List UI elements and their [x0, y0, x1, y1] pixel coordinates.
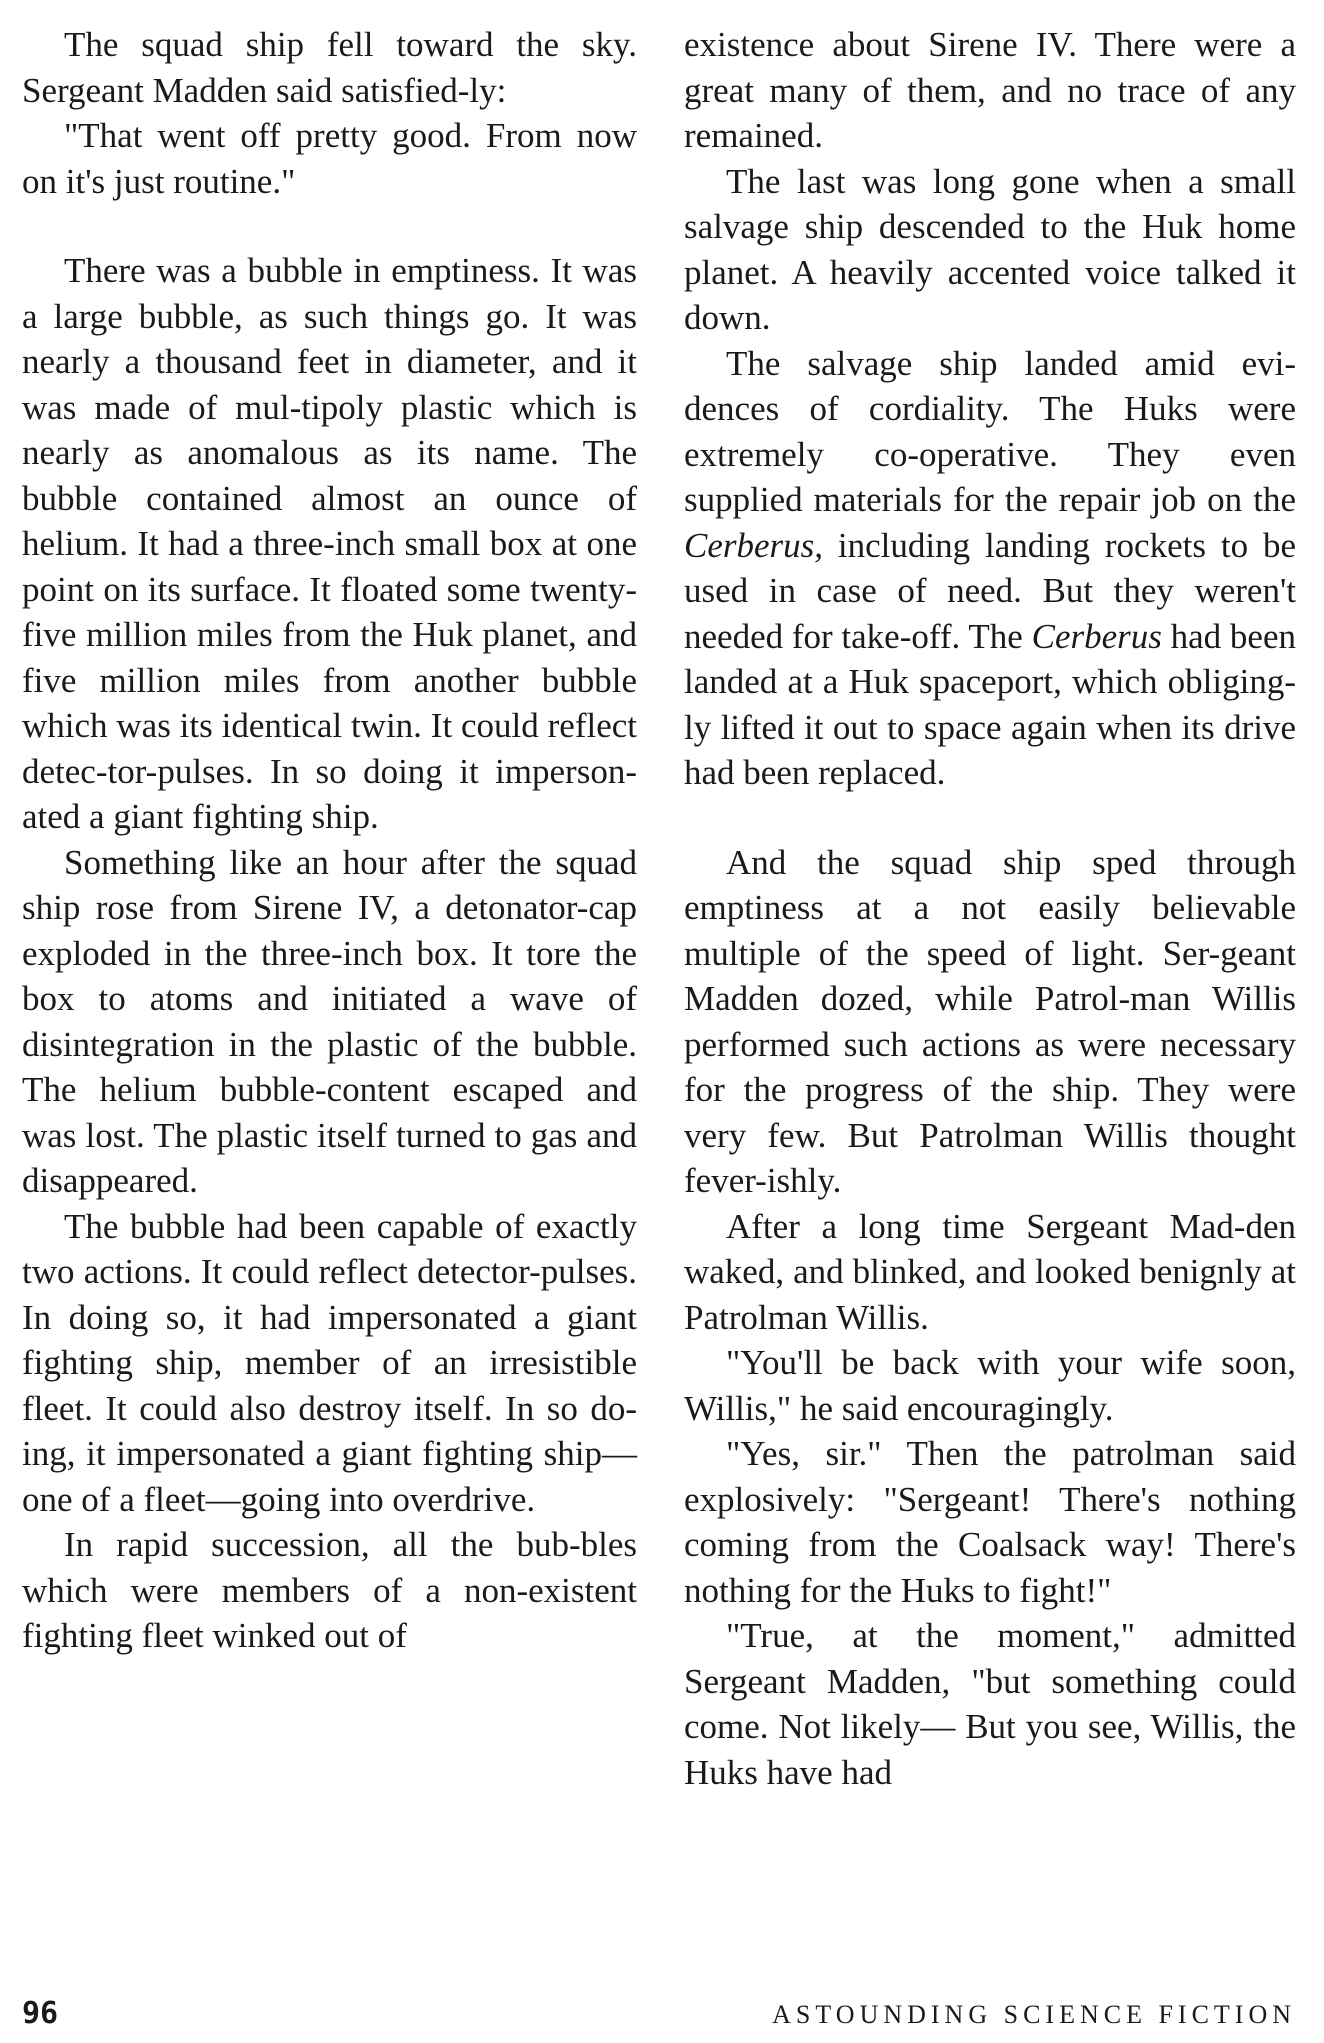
- paragraph: And the squad ship sped through emptiness at a not easily believable multiple of the speed of light. Ser-geant Madden dozed, while Patrol-man Willis performed such actions as were necessary for the progress of the ship. They were very few. But Patrolman Willis thought fever-ishly.: [684, 842, 1296, 1200]
- paragraph: [684, 341, 1296, 796]
- paragraph-text: had been landed at a Huk spaceport, which obliging-ly lifted it out to space again when its drive had been replaced.: [684, 616, 1297, 792]
- paragraph: Something like an hour after the squad ship rose from Sirene IV, a detonator-cap exploded in the three-inch box. It tore the box to atoms and initiated a wave of disintegration in the plastic of the bubble. The helium bubble-content escaped and was lost. The plastic itself turned to gas and disappeared.: [22, 842, 637, 1200]
- right-column: [684, 22, 1296, 1795]
- paragraph-text: The salvage ship landed amid evi-dences of cordiality. The Huks were extremely co-operative. They even supplied materials for the repair job on the: [684, 343, 1296, 519]
- paragraph: "That went off pretty good. From now on it's just routine.": [22, 116, 637, 201]
- paragraph: "Yes, sir." Then the patrolman said explosively: "Sergeant! There's nothing coming from the Coalsack way! There's nothing for the Huks to fight!": [684, 1434, 1296, 1610]
- ship-name: Cerberus: [1031, 616, 1162, 656]
- page-number: 96: [22, 1996, 59, 2031]
- ship-name: Cerberus,: [684, 525, 824, 565]
- paragraph: existence about Sirene IV. There were a great many of them, and no trace of any remained.: [684, 25, 1296, 155]
- paragraph: "You'll be back with your wife soon, Willis," he said encouragingly.: [684, 1343, 1296, 1428]
- left-column: [22, 22, 637, 1659]
- paragraph: In rapid succession, all the bub-bles which were members of a non-existent fighting fleet winked out of: [22, 1525, 637, 1655]
- paragraph: The last was long gone when a small salvage ship descended to the Huk home planet. A heavily accented voice talked it down.: [684, 161, 1296, 337]
- paragraph: After a long time Sergeant Mad-den waked, and blinked, and looked benignly at Patrolman Willis.: [684, 1206, 1296, 1337]
- paragraph: "True, at the moment," admitted Sergeant Madden, "but something could come. Not likely— But you see, Willis, the Huks have had: [684, 1616, 1296, 1792]
- paragraph-text: including landing rockets to be used in case of need. But they weren't needed for take-off. The: [684, 525, 1296, 656]
- page-footer: [0, 1996, 1324, 2036]
- paragraph: The bubble had been capable of exactly two actions. It could reflect detector-pulses. In doing so, it had impersonated a giant fighting ship, member of an irresistible fleet. It could also destroy itself. In so do-ing, it impersonated a giant fighting ship—one of a fleet—going into overdrive.: [22, 1206, 637, 1519]
- running-title: ASTOUNDING SCIENCE FICTION: [772, 2000, 1296, 2029]
- paragraph: The squad ship fell toward the sky. Sergeant Madden said satisfied-ly:: [22, 25, 637, 110]
- paragraph: There was a bubble in emptiness. It was a large bubble, as such things go. It was nearly a thousand feet in diameter, and it was made of mul-tipoly plastic which is nearly as anomalous as its name. The bubble contained almost an ounce of helium. It had a three-inch small box at one point on its surface. It floated some twenty-five million miles from the Huk planet, and five million miles from another bubble which was its identical twin. It could reflect detec-tor-pulses. In so doing it imperson-ated a giant fighting ship.: [22, 251, 637, 836]
